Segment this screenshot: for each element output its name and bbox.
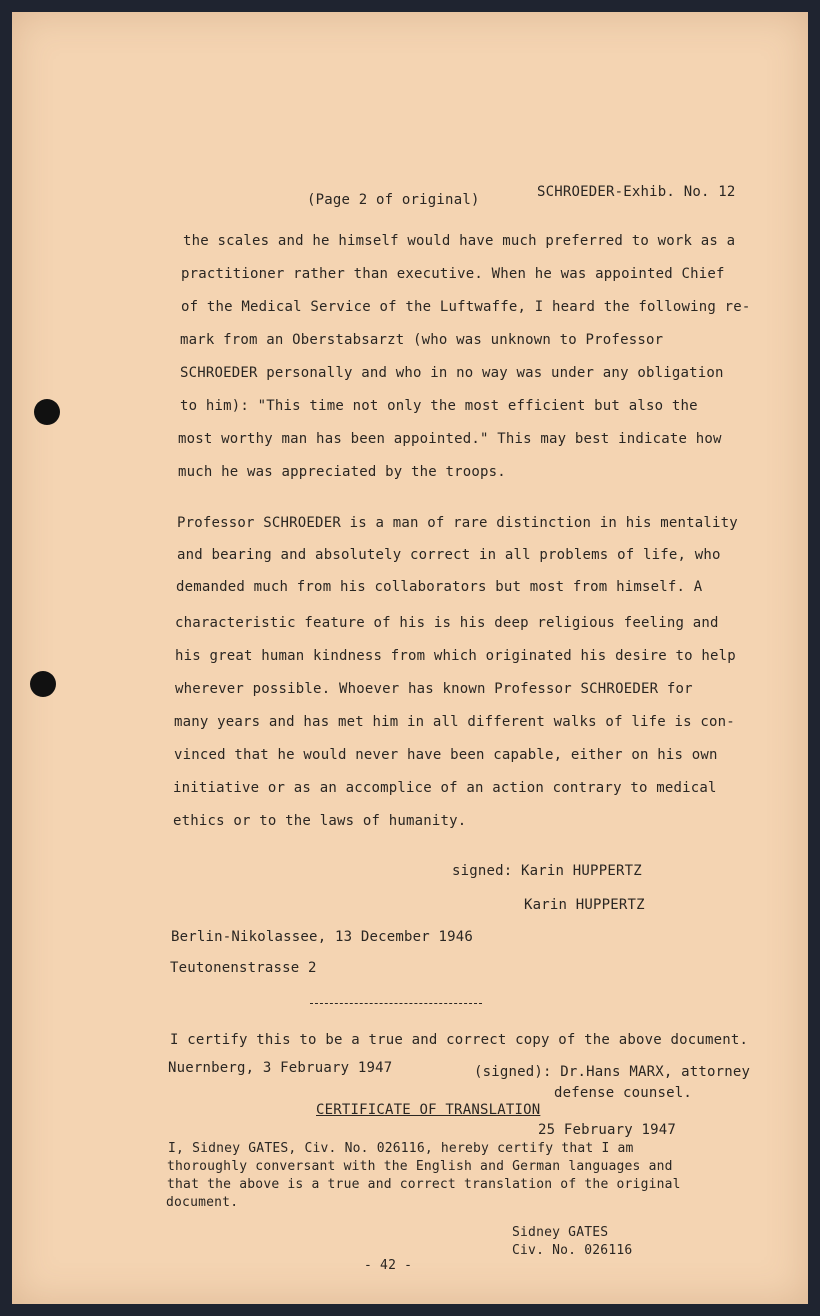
copy-signed: (signed): Dr.Hans MARX, attorney (474, 1064, 751, 1080)
certificate-line: I, Sidney GATES, Civ. No. 026116, hereby certify that I am (168, 1141, 634, 1156)
text-line: to him): "This time not only the most efficient but also the (180, 398, 698, 414)
certificate-line: document. (166, 1195, 239, 1210)
text-line: the scales and he himself would have much preferred to work as a (183, 233, 736, 249)
text-line: of the Medical Service of the Luftwaffe, I heard the following re- (181, 299, 751, 315)
translator-civ-number: Civ. No. 026116 (512, 1243, 633, 1258)
page-number: - 42 - (364, 1258, 413, 1273)
text-line: many years and has met him in all different walks of life is con- (174, 714, 735, 730)
text-line: initiative or as an accomplice of an action contrary to medical (173, 780, 717, 796)
text-line: characteristic feature of his is his deep religious feeling and (175, 615, 719, 631)
certificate-date: 25 February 1947 (538, 1122, 677, 1138)
place-date: Berlin-Nikolassee, 13 December 1946 (171, 929, 474, 945)
text-line: his great human kindness from which originated his desire to help (175, 648, 736, 664)
document-page (12, 12, 808, 1304)
text-line: demanded much from his collaborators but most from himself. A (176, 579, 703, 595)
text-line: Professor SCHROEDER is a man of rare distinction in his mentality (177, 515, 738, 531)
page-note: (Page 2 of original) (307, 192, 480, 208)
text-line: much he was appreciated by the troops. (178, 464, 506, 480)
text-line: wherever possible. Whoever has known Professor SCHROEDER for (175, 681, 693, 697)
text-line: most worthy man has been appointed." This may best indicate how (178, 431, 722, 447)
punch-hole (34, 399, 60, 425)
certificate-line: that the above is a true and correct translation of the original (167, 1177, 681, 1192)
certify-copy: I certify this to be a true and correct copy of the above document. (170, 1032, 749, 1048)
text-line: practitioner rather than executive. When he was appointed Chief (181, 266, 725, 282)
certificate-title: CERTIFICATE OF TRANSLATION (316, 1102, 541, 1118)
separator-rule (310, 1003, 482, 1004)
address: Teutonenstrasse 2 (170, 960, 317, 976)
text-line: and bearing and absolutely correct in all problems of life, who (177, 547, 721, 563)
signed-line: signed: Karin HUPPERTZ (452, 863, 642, 879)
certificate-line: thoroughly conversant with the English and German languages and (167, 1159, 673, 1174)
punch-hole (30, 671, 56, 697)
signer-name: Karin HUPPERTZ (524, 897, 645, 913)
text-line: ethics or to the laws of humanity. (173, 813, 467, 829)
copy-role: defense counsel. (554, 1085, 693, 1101)
text-line: vinced that he would never have been capable, either on his own (174, 747, 718, 763)
text-line: mark from an Oberstabsarzt (who was unknown to Professor (180, 332, 664, 348)
translator-name: Sidney GATES (512, 1225, 609, 1240)
exhibit-label: SCHROEDER-Exhib. No. 12 (537, 184, 736, 200)
text-line: SCHROEDER personally and who in no way was under any obligation (180, 365, 724, 381)
copy-place-date: Nuernberg, 3 February 1947 (168, 1060, 393, 1076)
